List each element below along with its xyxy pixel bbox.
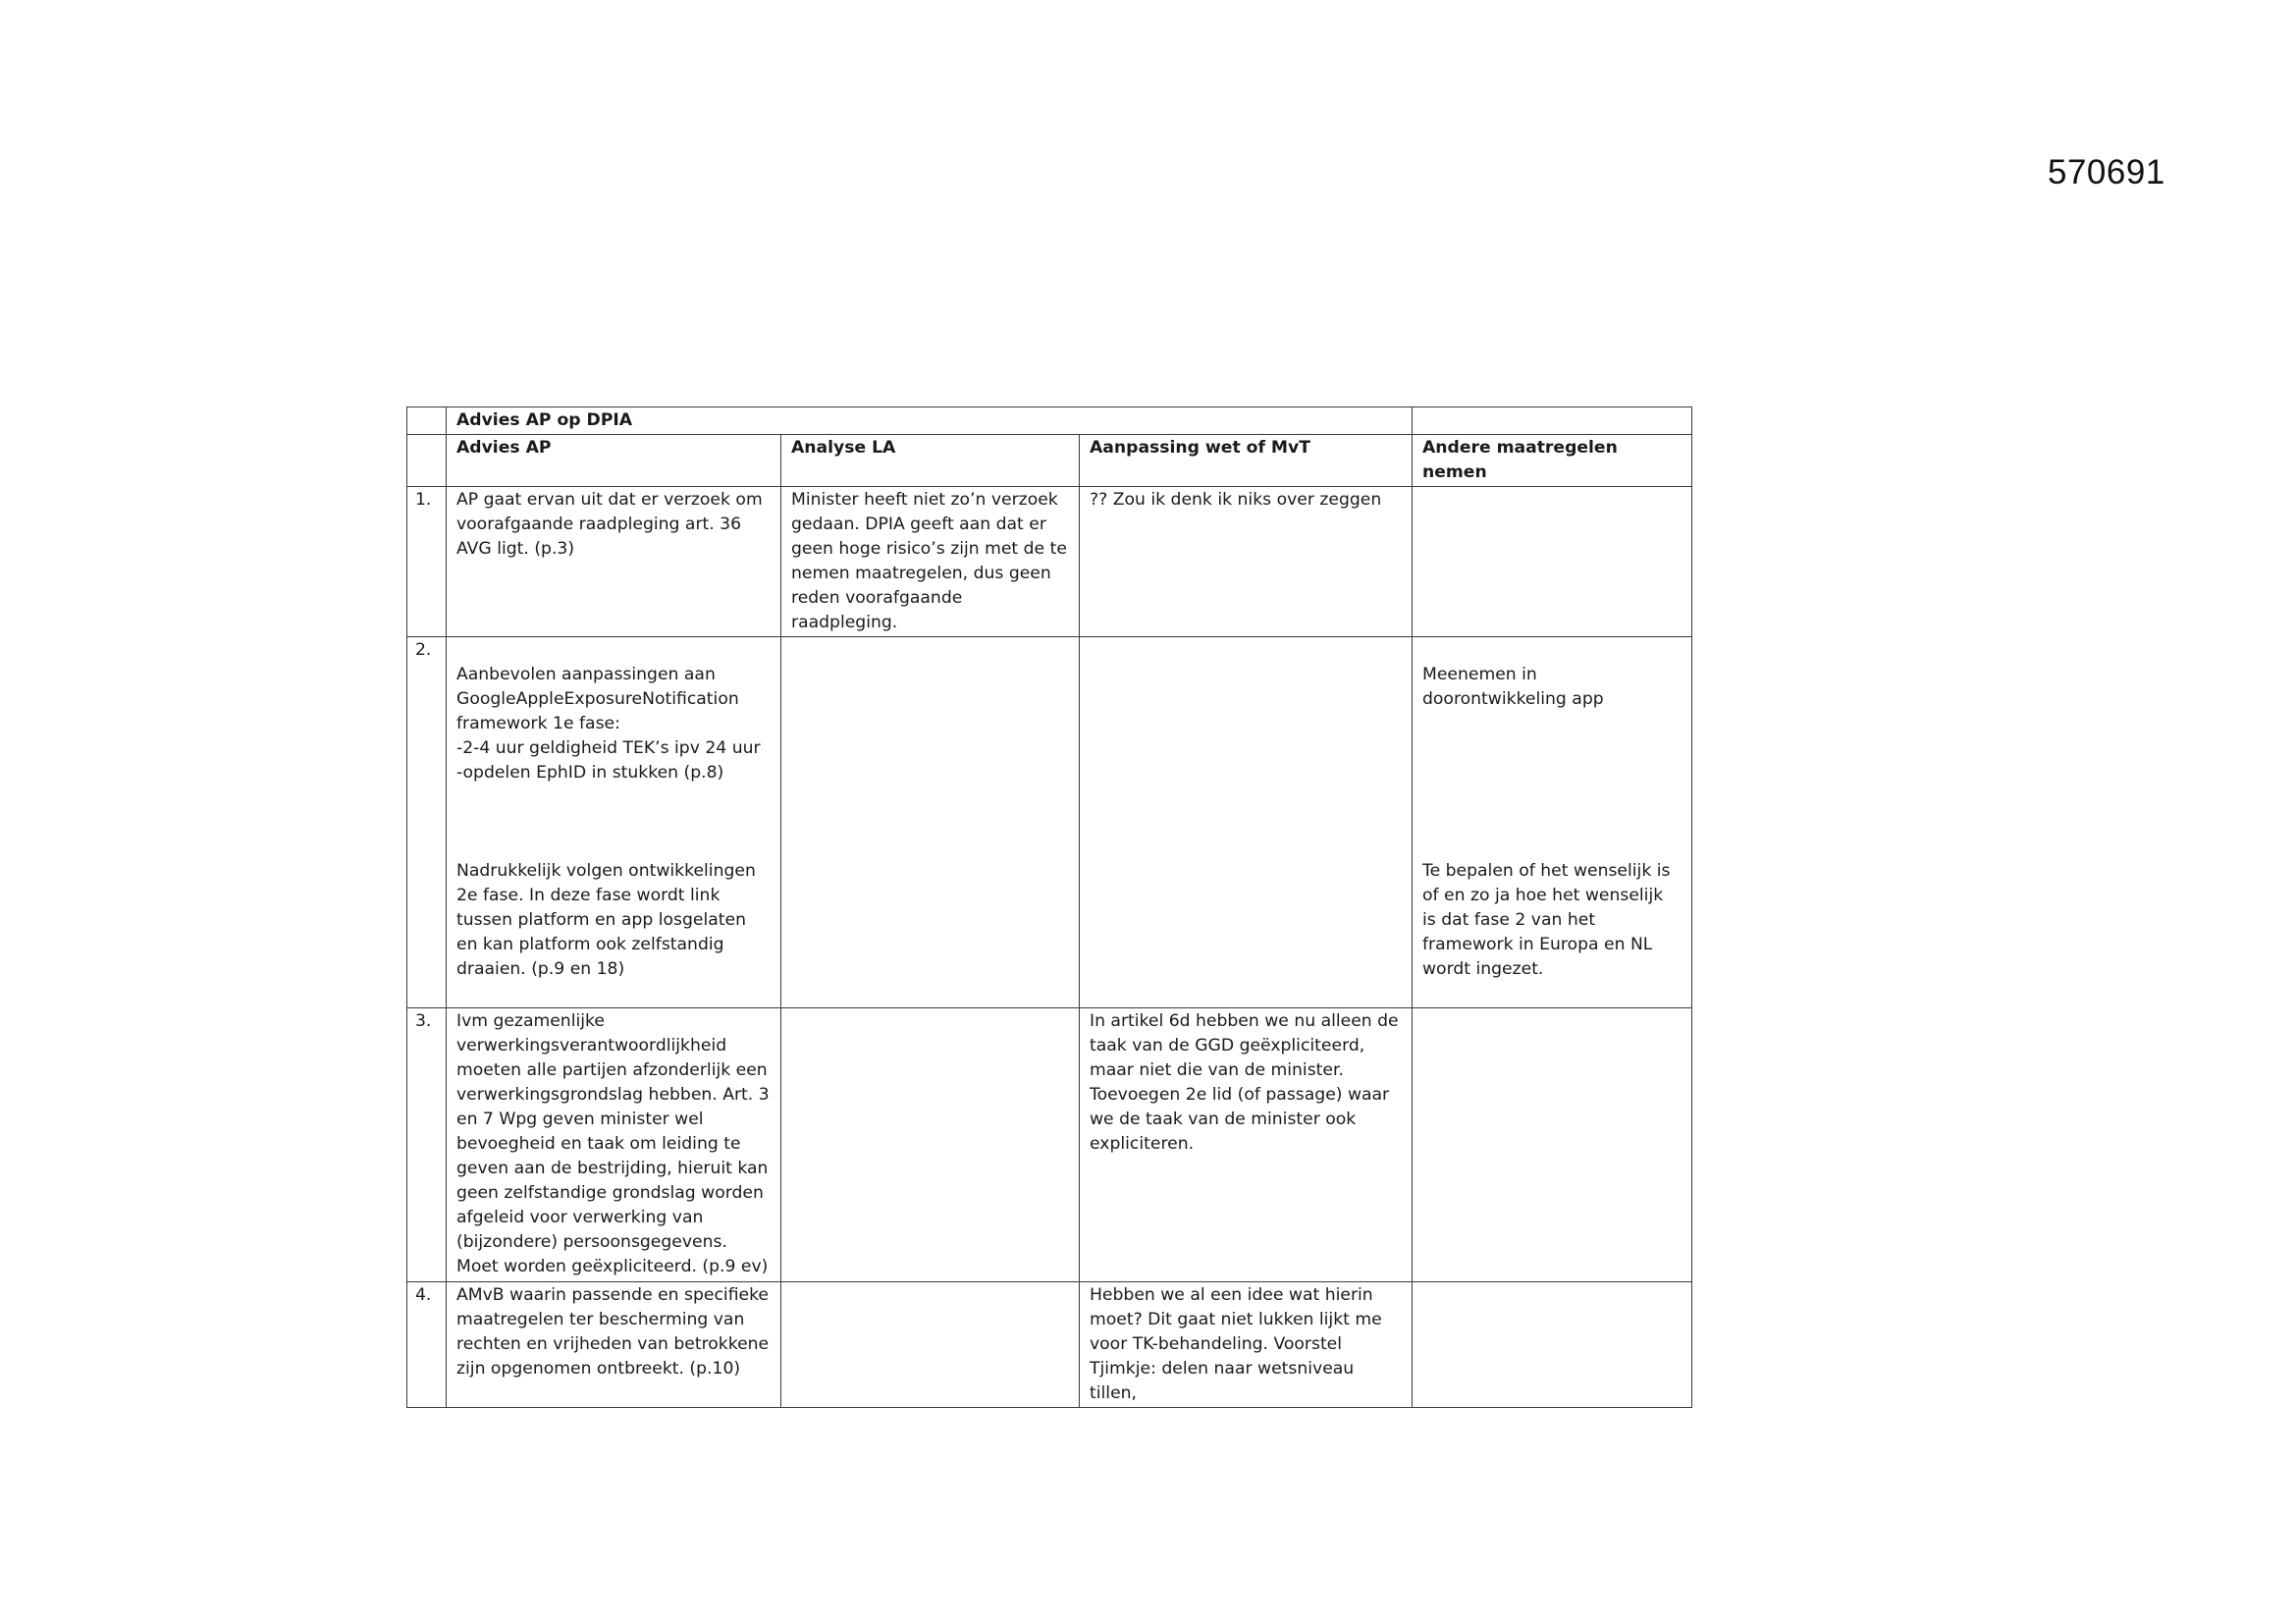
document-number: 570691 [2048, 153, 2165, 191]
cell-aanpassing: In artikel 6d hebben we nu alleen de taak van de GGD geëxpliciteerd, maar niet die van de minister. Toevoegen 2e lid (of passage) waar we de taak van de minister ook expliciteren. [1080, 1008, 1413, 1282]
cell-advies-part-1: Aanbevolen aanpassingen aan GoogleAppleExposureNotification framework 1e fase: -2-4 uur geldigheid TEK’s ipv 24 uur -opdelen EphID in stukken (p.8) [456, 665, 761, 783]
cell-andere [1413, 487, 1692, 637]
table-title-row [407, 407, 1692, 435]
cell-andere [1413, 1008, 1692, 1282]
cell-advies-part-2: Nadrukkelijk volgen ontwikkelingen 2e fase. In deze fase wordt link tussen platform en app losgelaten en kan platform ook zelfstandig draaien. (p.9 en 18) [456, 861, 756, 979]
column-header-andere: Andere maatregelen nemen [1413, 435, 1692, 487]
cell-aanpassing [1080, 637, 1413, 1008]
table-title: Advies AP op DPIA [447, 407, 1413, 435]
cell-aanpassing: ?? Zou ik denk ik niks over zeggen [1080, 487, 1413, 637]
row-number: 2. [407, 637, 447, 1008]
column-header-analyse: Analyse LA [781, 435, 1080, 487]
table-row [407, 637, 1692, 1008]
table-row [407, 1282, 1692, 1408]
advice-table [406, 406, 1692, 1408]
cell-analyse [781, 637, 1080, 1008]
cell-advies: AP gaat ervan uit dat er verzoek om voorafgaande raadpleging art. 36 AVG ligt. (p.3) [447, 487, 781, 637]
cell-aanpassing: Hebben we al een idee wat hierin moet? Dit gaat niet lukken lijkt me voor TK-behandeling. Voorstel Tjimkje: delen naar wetsniveau tillen, [1080, 1282, 1413, 1408]
cell-analyse [781, 1282, 1080, 1408]
row-number: 4. [407, 1282, 447, 1408]
cell-andere-part-1: Meenemen in doorontwikkeling app [1422, 665, 1604, 709]
cell-advies [447, 637, 781, 1008]
cell-advies: Ivm gezamenlijke verwerkingsverantwoordlijkheid moeten alle partijen afzonderlijk een verwerkingsgrondslag hebben. Art. 3 en 7 Wpg geven minister wel bevoegheid en taak om leiding te geven aan de bestrijding, hieruit kan geen zelfstandige grondslag worden afgeleid voor verwerking van (bijzondere) persoonsgegevens. Moet worden geëxpliciteerd. (p.9 ev) [447, 1008, 781, 1282]
cell-advies: AMvB waarin passende en specifieke maatregelen ter bescherming van rechten en vrijheden van betrokkene zijn opgenomen ontbreekt. (p.10) [447, 1282, 781, 1408]
cell-andere [1413, 637, 1692, 1008]
cell-andere-part-2: Te bepalen of het wenselijk is of en zo ja hoe het wenselijk is dat fase 2 van het framework in Europa en NL wordt ingezet. [1422, 861, 1671, 979]
table-header-row [407, 435, 1692, 487]
empty-cell [407, 407, 447, 435]
empty-cell [407, 435, 447, 487]
empty-cell [1413, 407, 1692, 435]
column-header-aanpassing: Aanpassing wet of MvT [1080, 435, 1413, 487]
cell-analyse: Minister heeft niet zo’n verzoek gedaan. DPIA geeft aan dat er geen hoge risico’s zijn met de te nemen maatregelen, dus geen reden voorafgaande raadpleging. [781, 487, 1080, 637]
table-row [407, 1008, 1692, 1282]
cell-andere [1413, 1282, 1692, 1408]
table-row [407, 487, 1692, 637]
row-number: 3. [407, 1008, 447, 1282]
row-number: 1. [407, 487, 447, 637]
column-header-advies: Advies AP [447, 435, 781, 487]
cell-analyse [781, 1008, 1080, 1282]
